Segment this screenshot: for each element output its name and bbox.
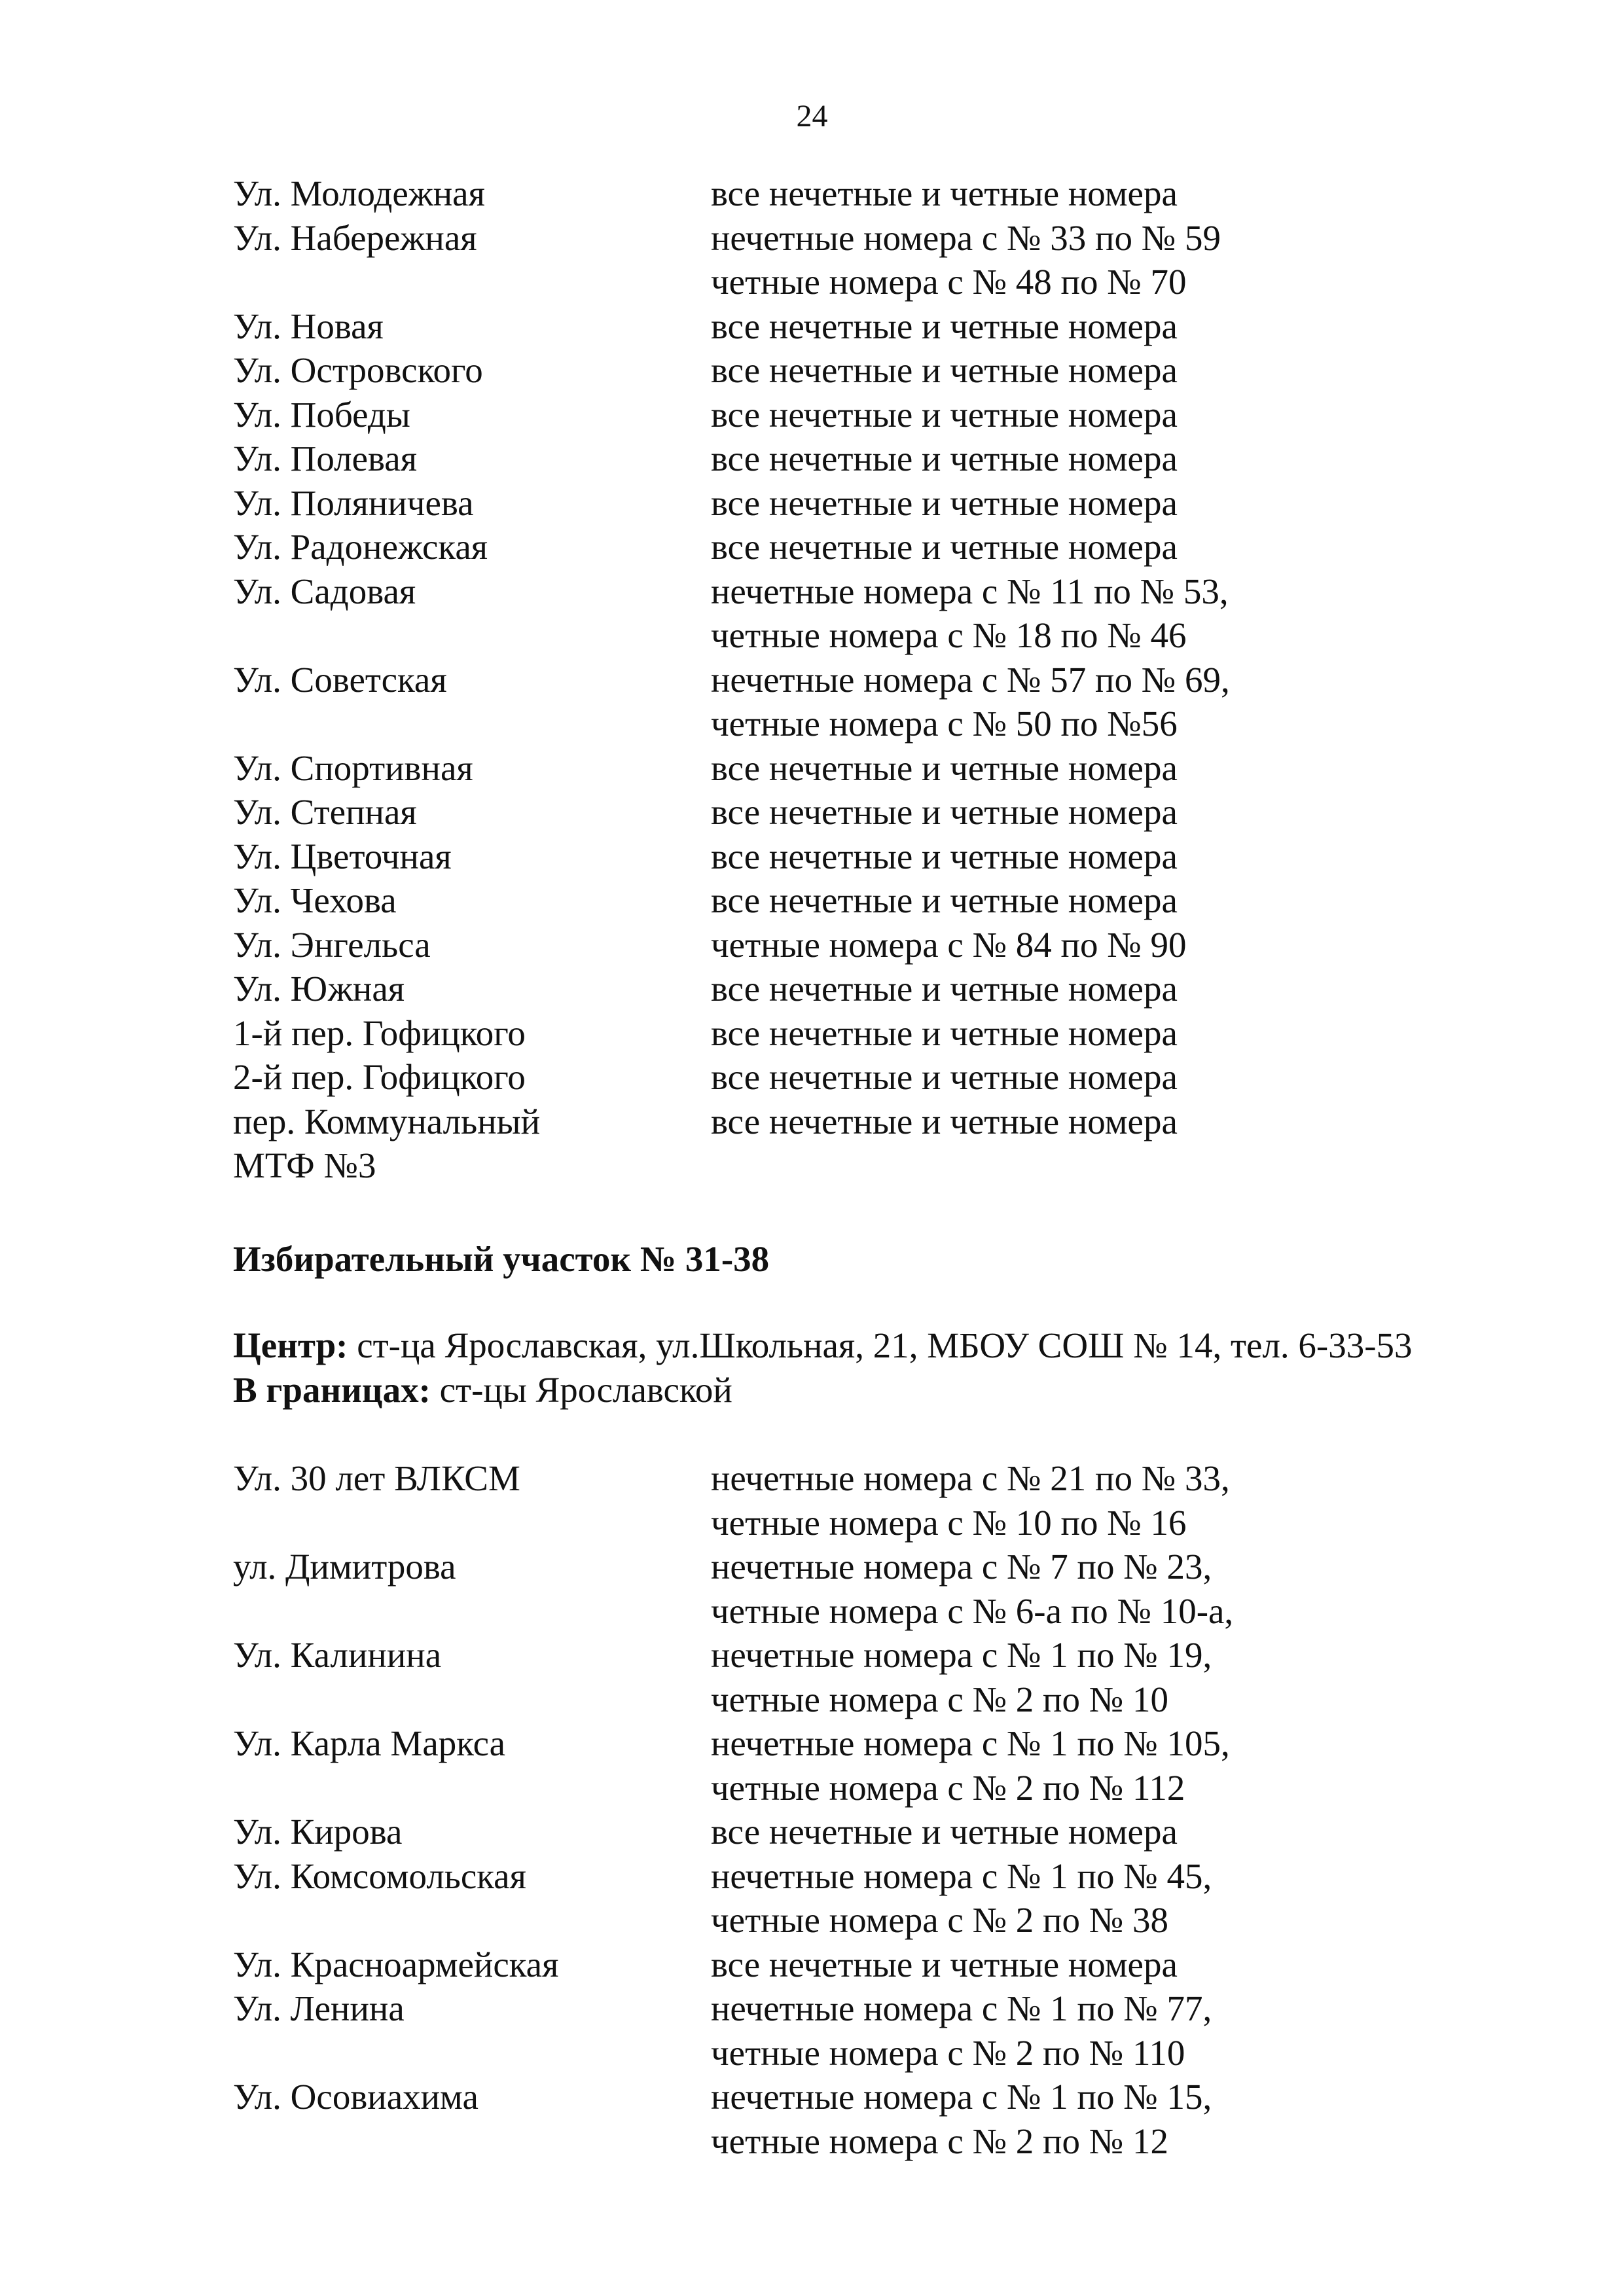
street-row (233, 1589, 1529, 1634)
house-numbers: все нечетные и четные номера (711, 969, 1178, 1009)
house-numbers: четные номера с № 48 по № 70 (711, 262, 1187, 302)
street-row (233, 834, 1529, 879)
house-numbers: нечетные номера с № 1 по № 15, (711, 2077, 1212, 2117)
street-name: Ул. Советская (233, 659, 447, 700)
house-numbers: все нечетные и четные номера (711, 1944, 1178, 1984)
street-name: Ул. Набережная (233, 217, 477, 258)
house-numbers: четные номера с № 50 по №56 (711, 704, 1178, 744)
house-numbers: четные номера с № 18 по № 46 (711, 615, 1187, 655)
street-name (233, 702, 711, 746)
house-numbers: четные номера с № 2 по № 110 (711, 2032, 1185, 2073)
street-name (233, 260, 711, 304)
house-numbers: четные номера с № 2 по № 112 (711, 1767, 1185, 1808)
street-row (233, 878, 1529, 923)
street-row (233, 1100, 1529, 1144)
house-numbers: все нечетные и четные номера (711, 527, 1178, 567)
street-name: Ул. Радонежская (233, 527, 488, 567)
street-name: МТФ №3 (233, 1145, 376, 1185)
street-name: Ул. Цветочная (233, 836, 452, 876)
street-row (233, 171, 1529, 216)
house-numbers: все нечетные и четные номера (711, 792, 1178, 832)
street-row (233, 702, 1529, 746)
street-row (233, 1545, 1529, 1589)
page-number: 24 (796, 99, 828, 134)
street-row (233, 2031, 1529, 2075)
street-name (233, 1677, 711, 1722)
house-numbers: все нечетные и четные номера (711, 880, 1178, 920)
street-name: Ул. 30 лет ВЛКСМ (233, 1458, 520, 1498)
house-numbers (711, 1143, 1529, 1188)
street-name: Ул. Красноармейская (233, 1944, 559, 1984)
house-numbers: все нечетные и четные номера (711, 173, 1178, 213)
street-row (233, 437, 1529, 481)
street-row (233, 790, 1529, 834)
street-row (233, 2119, 1529, 2164)
house-numbers: нечетные номера с № 21 по № 33, (711, 1458, 1230, 1498)
house-numbers: четные номера с № 10 по № 16 (711, 1502, 1187, 1543)
street-row (233, 746, 1529, 791)
street-name: пер. Коммунальный (233, 1101, 541, 1141)
street-name (233, 1589, 711, 1634)
house-numbers: четные номера с № 2 по № 38 (711, 1900, 1168, 1940)
house-numbers: нечетные номера с № 57 по № 69, (711, 659, 1230, 700)
street-name: ул. Димитрова (233, 1547, 456, 1587)
section-title: Избирательный участок № 31-38 (233, 1238, 770, 1279)
street-name: Ул. Новая (233, 306, 384, 346)
street-name (233, 1766, 711, 1810)
street-name: Ул. Карла Маркса (233, 1723, 506, 1763)
street-name: Ул. Калинина (233, 1635, 442, 1675)
house-numbers: все нечетные и четные номера (711, 439, 1178, 478)
street-row (233, 1943, 1529, 1987)
house-numbers: четные номера с № 2 по № 12 (711, 2121, 1168, 2161)
street-row (233, 569, 1529, 614)
house-numbers: все нечетные и четные номера (711, 394, 1178, 435)
street-name (233, 1898, 711, 1943)
street-row (233, 1456, 1529, 1501)
street-list-2 (233, 1456, 1529, 2163)
house-numbers: все нечетные и четные номера (711, 482, 1178, 523)
street-row (233, 1055, 1529, 1100)
center-line (233, 1323, 1529, 1368)
house-numbers: четные номера с № 6-а по № 10-а, (711, 1590, 1234, 1631)
house-numbers: нечетные номера с № 1 по № 77, (711, 1988, 1212, 2028)
street-name: Ул. Садовая (233, 571, 416, 611)
street-row (233, 1986, 1529, 2031)
street-name (233, 2031, 711, 2075)
street-row (233, 1143, 1529, 1188)
street-name: Ул. Комсомольская (233, 1856, 526, 1896)
house-numbers: нечетные номера с № 11 по № 53, (711, 571, 1229, 611)
street-name: Ул. Ленина (233, 1988, 405, 2028)
street-row (233, 1721, 1529, 1766)
street-name: Ул. Энгельса (233, 924, 431, 965)
street-row (233, 1854, 1529, 1899)
document-body (233, 171, 1529, 2163)
street-list-1 (233, 171, 1529, 1188)
street-row (233, 393, 1529, 437)
house-numbers: нечетные номера с № 7 по № 23, (711, 1547, 1212, 1587)
street-name: Ул. Южная (233, 969, 405, 1009)
section-info (233, 1323, 1529, 1412)
street-name: 1-й пер. Гофицкого (233, 1013, 526, 1053)
house-numbers: нечетные номера с № 1 по № 45, (711, 1856, 1212, 1896)
street-row (233, 1766, 1529, 1810)
street-row (233, 216, 1529, 260)
street-name: Ул. Островского (233, 350, 483, 390)
street-name: Ул. Полевая (233, 439, 417, 478)
street-row (233, 1633, 1529, 1677)
street-name: Ул. Спортивная (233, 747, 473, 788)
street-row (233, 348, 1529, 393)
house-numbers: нечетные номера с № 1 по № 19, (711, 1635, 1212, 1675)
street-name (233, 2119, 711, 2164)
street-name: Ул. Победы (233, 394, 410, 435)
house-numbers: все нечетные и четные номера (711, 747, 1178, 788)
bounds-label: В границах: (233, 1369, 431, 1410)
street-row (233, 1011, 1529, 1056)
street-row (233, 658, 1529, 702)
street-row (233, 304, 1529, 349)
house-numbers: все нечетные и четные номера (711, 1013, 1178, 1053)
street-name: 2-й пер. Гофицкого (233, 1057, 526, 1097)
street-row (233, 481, 1529, 526)
bounds-line (233, 1368, 1529, 1412)
street-row (233, 967, 1529, 1011)
street-name: Ул. Кирова (233, 1812, 403, 1852)
street-name: Ул. Молодежная (233, 173, 485, 213)
street-row (233, 525, 1529, 569)
street-row (233, 260, 1529, 304)
street-name (233, 1501, 711, 1545)
street-row (233, 1677, 1529, 1722)
street-name (233, 613, 711, 658)
house-numbers: все нечетные и четные номера (711, 836, 1178, 876)
street-name: Ул. Поляничева (233, 482, 474, 523)
house-numbers: четные номера с № 84 по № 90 (711, 924, 1187, 965)
center-label: Центр: (233, 1325, 348, 1365)
house-numbers: нечетные номера с № 1 по № 105, (711, 1723, 1230, 1763)
house-numbers: все нечетные и четные номера (711, 1057, 1178, 1097)
street-row (233, 1501, 1529, 1545)
house-numbers: нечетные номера с № 33 по № 59 (711, 217, 1221, 258)
street-row (233, 1898, 1529, 1943)
street-name: Ул. Чехова (233, 880, 397, 920)
house-numbers: все нечетные и четные номера (711, 1101, 1178, 1141)
street-name: Ул. Степная (233, 792, 417, 832)
street-row (233, 923, 1529, 967)
house-numbers: четные номера с № 2 по № 10 (711, 1679, 1168, 1719)
street-row (233, 1810, 1529, 1854)
center-text: ст-ца Ярославская, ул.Школьная, 21, МБОУ СОШ № 14, тел. 6-33-53 (348, 1325, 1413, 1365)
house-numbers: все нечетные и четные номера (711, 1812, 1178, 1852)
street-row (233, 613, 1529, 658)
street-name: Ул. Осовиахима (233, 2077, 478, 2117)
house-numbers: все нечетные и четные номера (711, 306, 1178, 346)
street-row (233, 2075, 1529, 2119)
bounds-text: ст-цы Ярославской (430, 1369, 732, 1410)
house-numbers: все нечетные и четные номера (711, 350, 1178, 390)
